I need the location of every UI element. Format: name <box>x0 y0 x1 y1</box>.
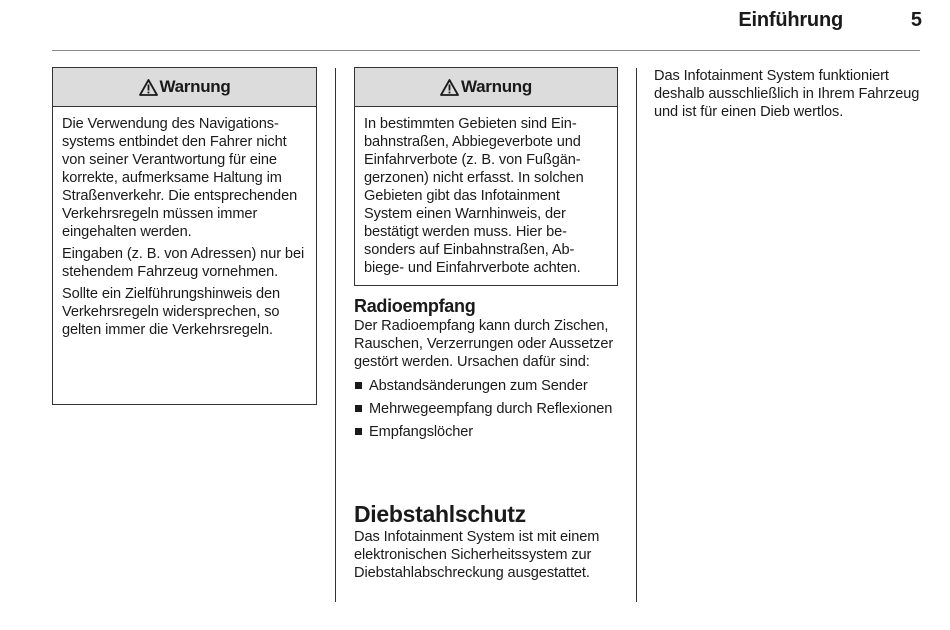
continuation-text: Das Infotainment System funktioniert deshalb ausschließlich in Ihrem Fahrzeug und ist für einen Dieb wertlos. <box>654 68 920 120</box>
warning-paragraph: Die Verwendung des Navigationssystems entbindet den Fahrer nicht von seiner Verantwortung für eine korrekte, aufmerksame Haltung im Straßenverkehr. Die entsprechenden Verkehrsregeln müssen immer eingehalten werden. <box>62 116 298 240</box>
column-divider-left <box>335 68 336 602</box>
column-divider-right <box>636 68 637 602</box>
theft-continuation <box>654 67 922 121</box>
warning-box-restrictions <box>354 67 618 286</box>
theft-section <box>354 500 620 582</box>
warning-heading: Warnung <box>159 77 231 96</box>
warning-triangle-icon <box>440 79 459 96</box>
radio-section <box>354 295 620 446</box>
theft-text: Das Infotainment System ist mit einem elektronischen Sicherheitssystem zur Diebstahlabschreckung ausgestattet. <box>354 529 600 581</box>
list-item: Mehrwegeempfang durch Reflexionen <box>354 400 620 418</box>
warning-box-header <box>355 68 617 107</box>
page-number: 5 <box>910 9 922 31</box>
warning-triangle-icon <box>139 79 158 96</box>
radio-heading: Radioempfang <box>354 296 476 316</box>
warning-paragraph: Eingaben (z. B. von Adressen) nur bei stehendem Fahrzeug vornehmen. <box>62 246 305 280</box>
warning-box-header <box>53 68 316 107</box>
warning-box-navigation <box>52 67 317 405</box>
list-item: Abstandsänderungen zum Sender <box>354 377 620 395</box>
radio-intro: Der Radioempfang kann durch Zischen, Rauschen, Verzerrungen oder Aussetzer gestört werden. Ursachen dafür sind: <box>354 318 614 370</box>
warning-paragraph: Sollte ein Zielführungshinweis den Verkehrsregeln widersprechen, so gelten immer die Verkehrsregeln. <box>62 286 281 338</box>
warning-heading: Warnung <box>461 77 532 96</box>
section-title: Einführung <box>738 9 843 31</box>
header-divider <box>52 50 920 51</box>
radio-causes-list <box>354 377 620 441</box>
theft-heading: Diebstahlschutz <box>354 501 526 527</box>
list-item: Empfangslöcher <box>354 423 620 441</box>
warning-paragraph: In bestimmten Gebieten sind Einbahnstraßen, Abbiegeverbote und Einfahrverbote (z. B. von Fußgängerzonen) nicht erfasst. In solchen Gebieten gibt das Infotainment System einen Warnhinweis, der bestätigt werden muss. Hier besonders auf Einbahnstraßen, Abbiege- und Einfahrverbote achten. <box>364 116 584 276</box>
